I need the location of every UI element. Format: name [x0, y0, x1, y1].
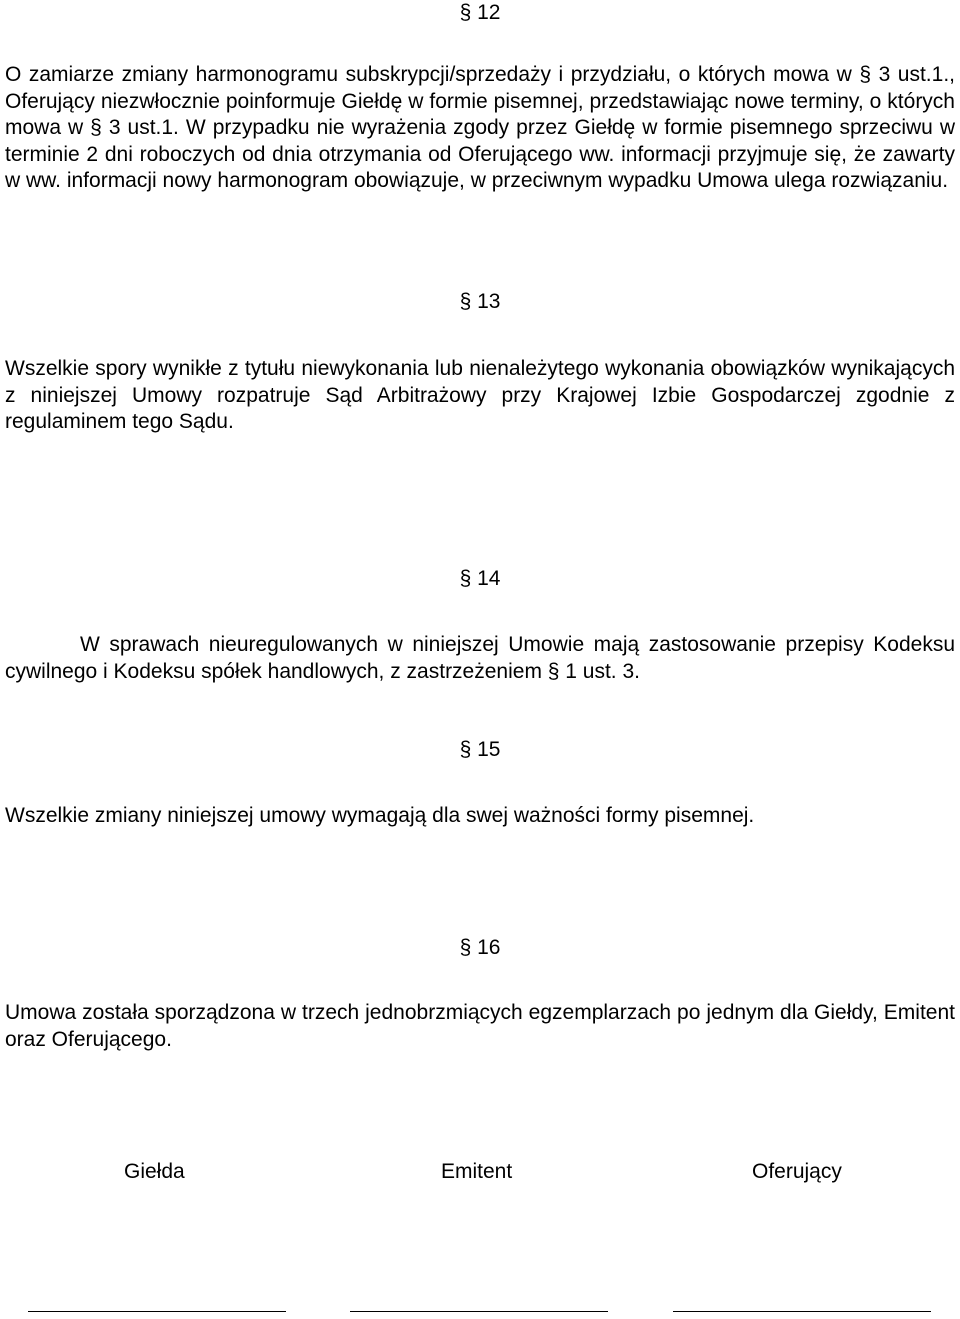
signature-label-gielda: Giełda — [124, 1160, 185, 1183]
section-15-heading: § 15 — [459, 738, 501, 761]
section-12-text: O zamiarze zmiany harmonogramu subskrypcji/sprzedaży i przydziału, o których mowa w § 3 ust.1., Oferujący niezwłocznie poinformuje Giełdę w formie pisemnej, przedstawiając nowe terminy, o których mowa w § 3 ust.1. W przypadku nie wyrażenia zgody przez Giełdę w formie pisemnego sprzeciwu w terminie 2 dni roboczych od dnia otrzymania od Oferującego ww. informacji przyjmuje się, że zawarty w ww. informacji nowy harmonogram obowiązuje, w przeciwnym wypadku Umowa ulega rozwiązaniu. — [5, 63, 955, 192]
section-14-heading: § 14 — [459, 567, 501, 590]
section-13-heading: § 13 — [459, 290, 501, 313]
section-16-heading: § 16 — [459, 936, 501, 959]
signature-label-oferujacy: Oferujący — [752, 1160, 842, 1183]
section-12-heading: § 12 — [459, 1, 501, 24]
signature-line-oferujacy — [673, 1311, 931, 1312]
signature-label-emitent: Emitent — [441, 1160, 513, 1183]
section-16-text: Umowa została sporządzona w trzech jednobrzmiących egzemplarzach po jednym dla Giełdy, Emitent oraz Oferującego. — [5, 1001, 955, 1051]
signature-line-emitent — [350, 1311, 608, 1312]
section-13-text: Wszelkie spory wynikłe z tytułu niewykonania lub nienależytego wykonania obowiązków wynikających z niniejszej Umowy rozpatruje Sąd Arbitrażowy przy Krajowej Izbie Gospodarczej zgodnie z regulaminem tego Sądu. — [5, 357, 955, 433]
section-14-text: W sprawach nieuregulowanych w niniejszej Umowie mają zastosowanie przepisy Kodeksu cywilnego i Kodeksu spółek handlowych, z zastrzeżeniem § 1 ust. 3. — [5, 633, 955, 683]
section-15-text: Wszelkie zmiany niniejszej umowy wymagają dla swej ważności formy pisemnej. — [5, 804, 755, 827]
signature-line-gielda — [28, 1311, 286, 1312]
